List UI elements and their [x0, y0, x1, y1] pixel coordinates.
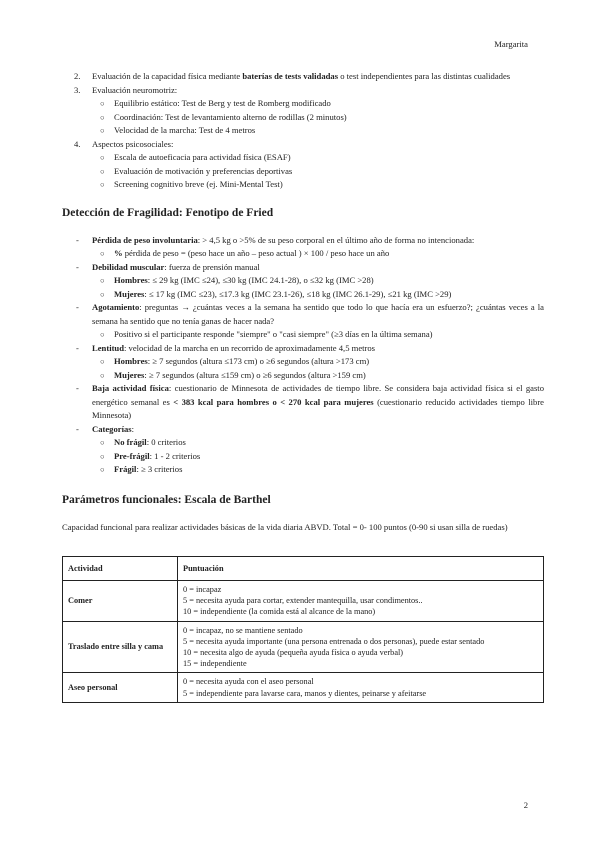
page-content — [62, 70, 544, 703]
text: : ≥ 7 segundos (altura ≤173 cm) o ≥6 segundos (altura >173 cm) — [147, 356, 370, 366]
hollow-bullet-icon: ○ — [100, 438, 105, 447]
text: : 1 - 2 criterios — [149, 450, 201, 461]
hollow-bullet-icon: ○ — [100, 153, 105, 162]
criterion-sub-item — [62, 288, 544, 302]
dash-bullet-icon: - — [76, 234, 79, 245]
criterion-item — [62, 234, 544, 248]
text: : preguntas → ¿cuántas veces a la semana ha sentido que todo lo que hacía era un esfuerzo?; ¿cuántas veces a la semana ha sentido que no tenía ganas de hacer nada? — [92, 302, 544, 326]
criterion-item — [62, 301, 544, 328]
barthel-table — [62, 556, 544, 703]
list-item — [62, 138, 544, 152]
fried-criteria-list — [62, 234, 544, 477]
evaluation-list — [62, 70, 544, 192]
sub-item-text: Coordinación: Test de levantamiento alterno de rodillas (2 minutos) — [114, 111, 347, 122]
sub-list-item — [62, 111, 544, 125]
hollow-bullet-icon: ○ — [100, 465, 105, 474]
text: : — [131, 423, 135, 434]
sub-item-text: Screening cognitivo breve (ej. Mini-Mental Test) — [114, 179, 283, 189]
bold-text: Agotamiento — [92, 302, 140, 312]
criterion-text — [92, 343, 375, 353]
text: Positivo si el participante responde "siempre" o "casi siempre" (≥3 días en la última semana) — [114, 329, 433, 339]
score-line: 5 = independiente para lavarse cara, manos y dientes, peinarse y afeitarse — [183, 688, 427, 698]
activity-cell: Aseo personal — [63, 673, 178, 702]
table-row — [63, 621, 544, 673]
criterion-sub-text — [114, 289, 451, 299]
text: : fuerza de prensión manual — [164, 261, 260, 272]
section-title-fried: Detección de Fragilidad: Fenotipo de Fried — [62, 206, 274, 219]
table-row — [63, 673, 544, 702]
bold-text: baterías de tests validadas — [242, 71, 339, 81]
bold-text: Mujeres — [114, 369, 145, 380]
header-author: Margarita — [494, 39, 528, 49]
table-row — [63, 581, 544, 622]
sub-item-text: Equilibrio estático: Test de Berg y test de Romberg modificado — [114, 98, 331, 108]
text: : ≥ 7 segundos (altura ≤159 cm) o ≥6 segundos (altura >159 cm) — [144, 369, 366, 380]
bold-text: Lentitud — [92, 342, 124, 353]
activity-cell: Comer — [63, 581, 178, 622]
score-line: 15 = independiente — [183, 659, 247, 669]
text: : ≤ 29 kg (IMC ≤24), ≤30 kg (IMC 24.1-28), o ≤32 kg (IMC >28) — [147, 275, 374, 285]
hollow-bullet-icon: ○ — [100, 451, 105, 461]
text: : ≤ 17 kg (IMC ≤23), ≤17.3 kg (IMC 23.1-26), ≤18 kg (IMC 26.1-29), ≤21 kg (IMC >29) — [144, 288, 452, 299]
hollow-bullet-icon: ○ — [100, 276, 105, 285]
criterion-sub-item — [62, 369, 544, 383]
text: Aspectos psicosociales: — [92, 138, 174, 149]
barthel-table-body — [63, 581, 544, 703]
hollow-bullet-icon: ○ — [100, 370, 105, 380]
bold-text: < 383 kcal para hombres o < 270 kcal para mujeres — [173, 396, 374, 407]
table-header-row — [63, 557, 544, 581]
criterion-text — [92, 235, 474, 245]
criterion-sub-item — [62, 436, 544, 450]
score-line: 0 = necesita ayuda con el aseo personal — [183, 677, 314, 687]
list-item — [62, 84, 544, 98]
criterion-text — [92, 424, 134, 434]
criterion-text — [92, 383, 544, 420]
criterion-sub-item — [62, 247, 544, 261]
bold-text: Mujeres — [114, 288, 145, 299]
item-text — [92, 139, 173, 149]
item-number: 3. — [74, 84, 81, 95]
criterion-item — [62, 382, 544, 423]
column-header-score: Puntuación — [178, 557, 544, 581]
text: (cuestionario reducido actividades tiempo libre Minnesota) — [92, 396, 544, 420]
sub-list-item — [62, 151, 544, 165]
hollow-bullet-icon: ○ — [100, 357, 105, 366]
sub-item-text: Velocidad de la marcha: Test de 4 metros — [114, 125, 256, 135]
bold-text: No frágil — [114, 437, 147, 447]
criterion-text — [92, 302, 544, 326]
bold-text: % — [114, 248, 123, 258]
criterion-sub-item — [62, 274, 544, 288]
hollow-bullet-icon: ○ — [100, 166, 105, 176]
hollow-bullet-icon: ○ — [100, 289, 105, 299]
score-cell — [178, 621, 544, 673]
text: Evaluación neuromotriz: — [92, 84, 178, 95]
criterion-sub-text — [114, 370, 366, 380]
text: : ≥ 3 criterios — [136, 464, 183, 474]
list-item — [62, 70, 544, 84]
sub-item-text: Escala de autoeficacia para actividad física (ESAF) — [114, 152, 291, 162]
dash-bullet-icon: - — [76, 261, 79, 272]
text: o test independientes para las distintas cualidades — [338, 71, 511, 81]
sub-list-item — [62, 97, 544, 111]
score-line: 5 = necesita ayuda importante (una persona entrenada o dos personas), puede estar sentado — [183, 636, 485, 646]
text: Evaluación de la capacidad física mediante — [92, 71, 243, 81]
text: pérdida de peso = (peso hace un año – peso actual ) × 100 / peso hace un año — [122, 248, 390, 258]
sub-list-item — [62, 178, 544, 192]
hollow-bullet-icon: ○ — [100, 180, 105, 189]
hollow-bullet-icon: ○ — [100, 112, 105, 122]
item-number: 4. — [74, 138, 81, 149]
criterion-sub-text — [114, 437, 186, 447]
item-text — [92, 85, 177, 95]
section-title-barthel: Parámetros funcionales: Escala de Barthel — [62, 493, 271, 506]
criterion-sub-text — [114, 464, 182, 474]
criterion-sub-item — [62, 355, 544, 369]
hollow-bullet-icon: ○ — [100, 249, 105, 258]
score-line: 0 = incapaz, no se mantiene sentado — [183, 625, 303, 635]
column-header-activity: Actividad — [63, 557, 178, 581]
bold-text: Pre-frágil — [114, 450, 150, 461]
sub-list-item — [62, 165, 544, 179]
criterion-sub-text — [114, 275, 374, 285]
bold-text: Hombres — [114, 275, 148, 285]
criterion-item — [62, 342, 544, 356]
bold-text: Baja actividad física — [92, 383, 169, 393]
hollow-bullet-icon: ○ — [100, 126, 105, 135]
bold-text: Debilidad muscular — [92, 261, 165, 272]
bold-text: Pérdida de peso involuntaria — [92, 234, 198, 245]
bold-text: Hombres — [114, 356, 148, 366]
text: : velocidad de la marcha en un recorrido de aproximadamente 4,5 metros — [124, 342, 376, 353]
activity-cell: Traslado entre silla y cama — [63, 621, 178, 673]
text: : 0 criterios — [146, 437, 186, 447]
score-line: 5 = necesita ayuda para cortar, extender mantequilla, usar condimentos.. — [183, 596, 423, 606]
criterion-sub-text — [114, 248, 389, 258]
score-cell — [178, 581, 544, 622]
dash-bullet-icon: - — [76, 383, 79, 393]
score-cell — [178, 673, 544, 702]
score-line: 10 = independiente (la comida está al alcance de la mano) — [183, 607, 376, 617]
barthel-intro: Capacidad funcional para realizar actividades básicas de la vida diaria ABVD. Total = 0- 100 puntos (0-90 si usan silla de ruedas) — [62, 521, 508, 532]
criterion-item — [62, 261, 544, 275]
criterion-text — [92, 262, 260, 272]
criterion-sub-item — [62, 450, 544, 464]
text: : > 4,5 kg o >5% de su peso corporal en el último año de forma no intencionada: — [197, 234, 475, 245]
text: : cuestionario de Minnesota de actividades de tiempo libre. Se considera baja actividad física si el gasto energético semanal es — [92, 383, 544, 407]
criterion-sub-text — [114, 451, 200, 461]
score-line: 10 = necesita algo de ayuda (pequeña ayuda física o ayuda verbal) — [183, 648, 404, 658]
dash-bullet-icon: - — [76, 423, 79, 434]
sub-list-item — [62, 124, 544, 138]
bold-text: Categorías — [92, 423, 132, 434]
hollow-bullet-icon: ○ — [100, 99, 105, 108]
criterion-item — [62, 423, 544, 437]
bold-text: Frágil — [114, 464, 137, 474]
item-text — [92, 71, 510, 81]
dash-bullet-icon: - — [76, 342, 79, 353]
criterion-sub-text — [114, 329, 433, 339]
item-number: 2. — [74, 71, 81, 81]
criterion-sub-text — [114, 356, 369, 366]
hollow-bullet-icon: ○ — [100, 330, 105, 339]
sub-item-text: Evaluación de motivación y preferencias deportivas — [114, 165, 293, 176]
dash-bullet-icon: - — [76, 302, 79, 312]
criterion-sub-item — [62, 463, 544, 477]
criterion-sub-item — [62, 328, 544, 342]
page-number: 2 — [523, 800, 528, 810]
score-line: 0 = incapaz — [183, 585, 222, 594]
